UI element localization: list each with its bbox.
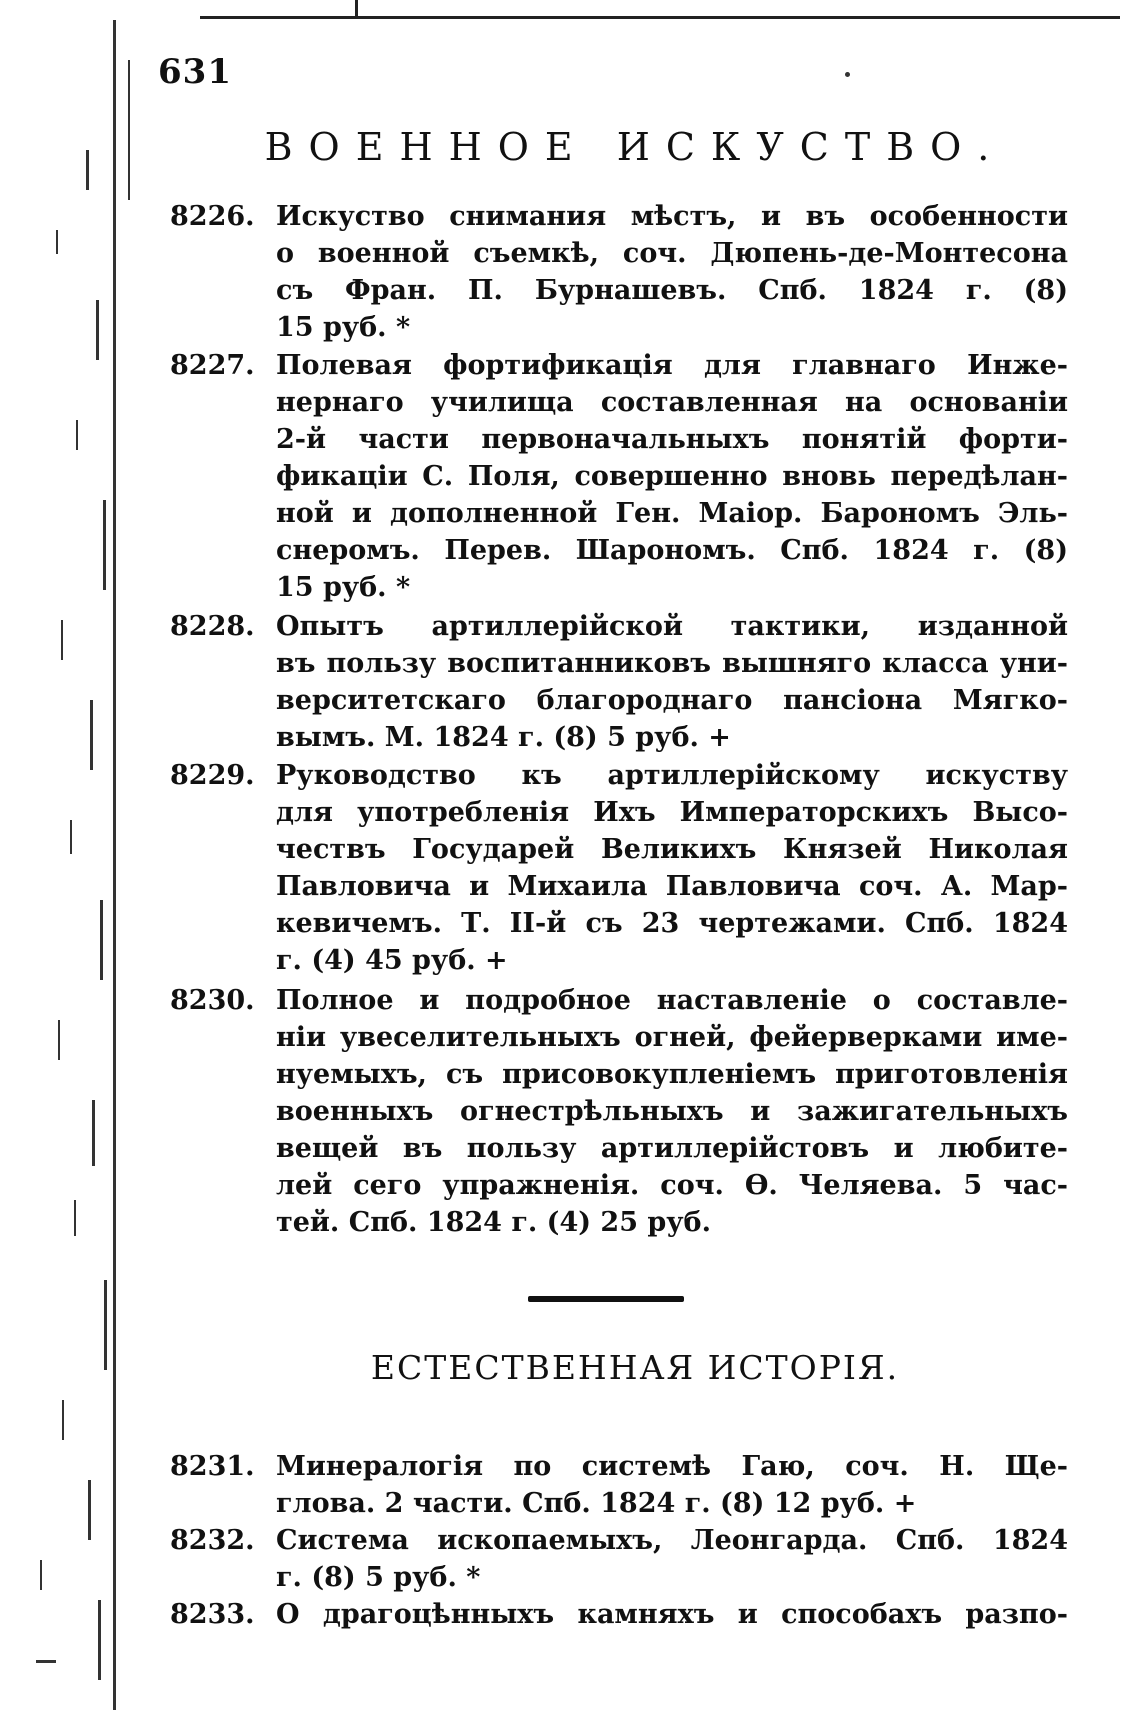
entry-number: 8230. [170, 985, 255, 1016]
entry-line: ной и дополненной Ген. Маіор. Барономъ Эль- [276, 498, 1068, 529]
entry-line: 15 руб. * [276, 572, 411, 603]
section-title-military-art: ВОЕННОЕ ИСКУСТВО. [264, 125, 1006, 169]
entry-line: ніи увеселительныхъ огней, фейерверками име- [276, 1022, 1068, 1053]
entry-line: снеромъ. Перев. Шарономъ. Спб. 1824 г. (8) [276, 535, 1068, 566]
entry-line: лей сего упражненія. соч. Ѳ. Челяева. 5 час- [276, 1170, 1068, 1201]
entry-number: 8226. [170, 201, 255, 232]
top-border-tick [355, 0, 358, 18]
entry-line: Опытъ артиллерійской тактики, изданной [276, 611, 1068, 642]
entry-line: Искуство снимания мѣстъ, и въ особенности [276, 201, 1068, 232]
entry-number: 8231. [170, 1451, 255, 1482]
entry-line: Руководство къ артиллерійскому искуству [276, 760, 1068, 791]
entry-line: о военной съемкѣ, соч. Дюпень-де-Монтесона [276, 238, 1068, 269]
binding-edge-marks [0, 0, 130, 1712]
entry-line: кевичемъ. Т. II-й съ 23 чертежами. Спб. 1824 [276, 908, 1068, 939]
entry-line: фикаціи С. Поля, совершенно вновь передѣлан- [276, 461, 1068, 492]
entry-line: въ пользу воспитанниковъ вышняго класса уни- [276, 648, 1068, 679]
page-number: 631 [158, 52, 232, 92]
entry-line: О драгоцѣнныхъ камняхъ и способахъ разпо- [276, 1599, 1068, 1630]
entry-line: съ Фран. П. Бурнашевъ. Спб. 1824 г. (8) [276, 275, 1068, 306]
entry-line: вещей въ пользу артиллерійстовъ и любите- [276, 1133, 1068, 1164]
entry-line: г. (8) 5 руб. * [276, 1562, 481, 1593]
entry-line: г. (4) 45 руб. + [276, 945, 508, 976]
entry-line: вымъ. М. 1824 г. (8) 5 руб. + [276, 722, 731, 753]
section-divider [528, 1296, 684, 1302]
top-border-line [200, 16, 1120, 19]
entry-line: 2-й части первоначальныхъ понятій форти- [276, 424, 1068, 455]
entry-line: Павловича и Михаила Павловича соч. А. Мар- [276, 871, 1068, 902]
entry-line: глова. 2 части. Спб. 1824 г. (8) 12 руб. + [276, 1488, 917, 1519]
entry-number: 8229. [170, 760, 255, 791]
entry-line: Система ископаемыхъ, Леонгарда. Спб. 1824 [276, 1525, 1068, 1556]
entry-line: тей. Спб. 1824 г. (4) 25 руб. [276, 1207, 711, 1238]
entry-number: 8232. [170, 1525, 255, 1556]
entry-line: чествъ Государей Великихъ Князей Николая [276, 834, 1068, 865]
entry-line: Минералогія по системѣ Гаю, соч. Н. Щe- [276, 1451, 1068, 1482]
entry-number: 8227. [170, 350, 255, 381]
entry-line: нуемыхъ, съ присовокупленіемъ приготовленія [276, 1059, 1068, 1090]
entry-number: 8228. [170, 611, 255, 642]
entry-line: военныхъ огнестрѣльныхъ и зажигательныхъ [276, 1096, 1068, 1127]
entry-line: верситетскаго благороднаго пансіона Мягко- [276, 685, 1068, 716]
section-title-natural-history: ЕСТЕСТВЕННАЯ ИСТОРІЯ. [370, 1348, 900, 1387]
entry-line: 15 руб. * [276, 312, 411, 343]
entry-line: Полное и подробное наставленіе о составле- [276, 985, 1068, 1016]
entry-line: нернаго училища составленная на основаніи [276, 387, 1068, 418]
print-speck [845, 72, 850, 77]
entry-number: 8233. [170, 1599, 255, 1630]
entry-line: для употребленія Ихъ Императорскихъ Высо- [276, 797, 1068, 828]
entry-line: Полевая фортификація для главнаго Инже- [276, 350, 1068, 381]
